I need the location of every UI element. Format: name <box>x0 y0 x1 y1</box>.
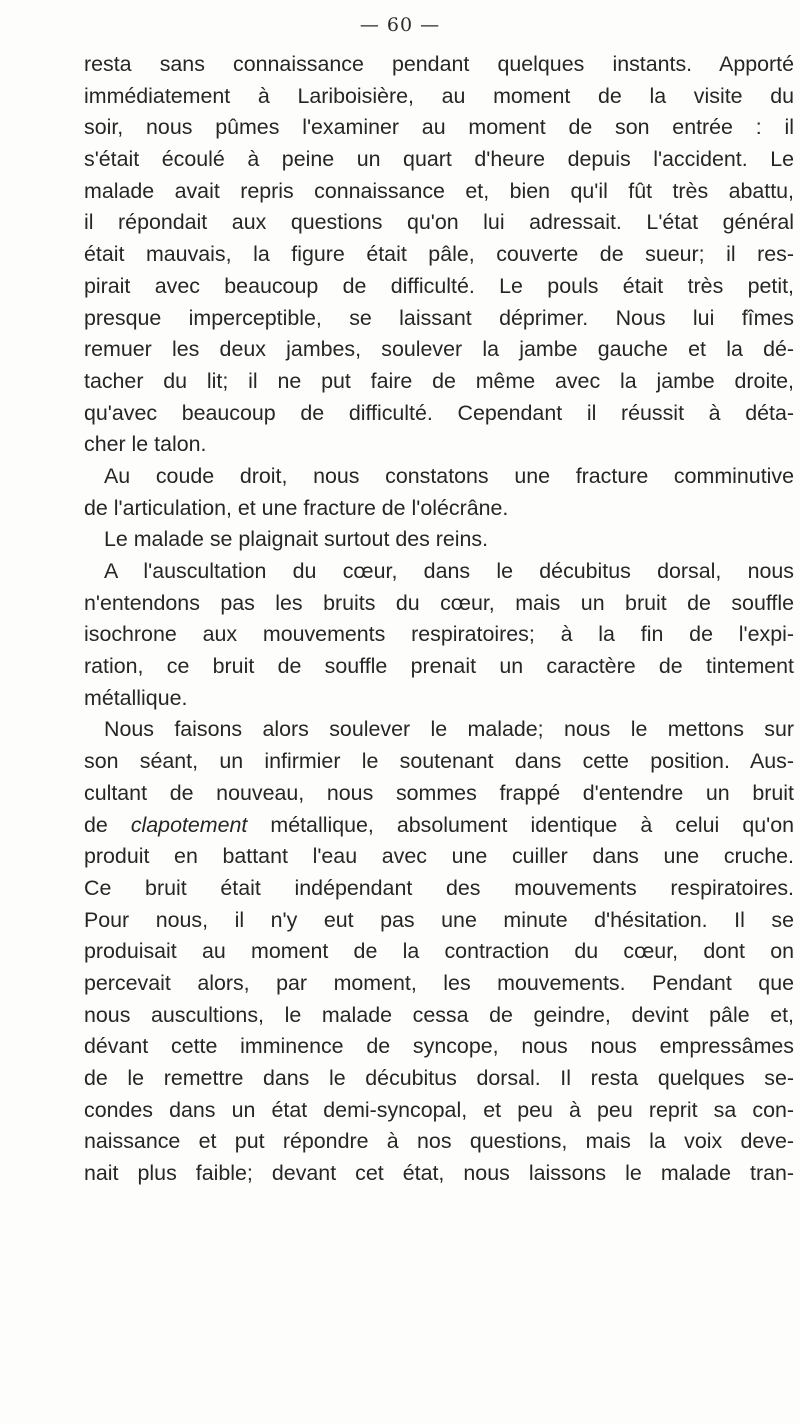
text-line: condes dans un état demi-syncopal, et peu à peu reprit sa con- <box>84 1097 794 1122</box>
text-line: Le malade se plaignait surtout des reins. <box>104 527 489 552</box>
text-line: était mauvais, la figure était pâle, couverte de sueur; il res- <box>84 242 794 267</box>
text-line: Au coude droit, nous constatons une fracture comminutive <box>104 463 794 488</box>
text-line: presque imperceptible, se laissant déprimer. Nous lui fîmes <box>84 305 794 330</box>
text-line: Nous faisons alors soulever le malade; nous le mettons sur <box>104 717 794 742</box>
text-line: cultant de nouveau, nous sommes frappé d'entendre un bruit <box>84 780 794 805</box>
page-number: — 60 — <box>359 14 441 36</box>
text-line: Pour nous, il n'y eut pas une minute d'hésitation. Il se <box>84 907 794 932</box>
body-text <box>84 49 794 1190</box>
text-line: nous auscultions, le malade cessa de geindre, devint pâle et, <box>84 1002 794 1027</box>
text-line: produisait au moment de la contraction du cœur, dont on <box>84 939 794 964</box>
text-line: malade avait repris connaissance et, bien qu'il fût très abattu, <box>84 178 794 203</box>
text-line: immédiatement à Lariboisière, au moment de la visite du <box>84 83 794 108</box>
text-line: Ce bruit était indépendant des mouvements respiratoires. <box>84 875 794 900</box>
text-line: pirait avec beaucoup de difficulté. Le pouls était très petit, <box>84 273 794 298</box>
text-line: métallique. <box>84 685 188 710</box>
text-line: de l'articulation, et une fracture de l'olécrâne. <box>84 495 509 520</box>
text-line: il répondait aux questions qu'on lui adressait. L'état général <box>84 210 794 235</box>
text-line: dévant cette imminence de syncope, nous nous empressâmes <box>84 1034 794 1059</box>
text-line: de le remettre dans le décubitus dorsal. Il resta quelques se- <box>84 1066 794 1090</box>
text-line: tacher du lit; il ne put faire de même avec la jambe droite, <box>84 368 794 393</box>
text-line: resta sans connaissance pendant quelques instants. Apporté <box>84 52 794 76</box>
text-line: de clapotement métallique, absolument identique à celui qu'on <box>84 812 794 837</box>
text-line: soir, nous pûmes l'examiner au moment de son entrée : il <box>84 115 794 140</box>
text-line: son séant, un infirmier le soutenant dans cette position. Aus- <box>84 749 794 774</box>
text-line: produit en battant l'eau avec une cuiller dans une cruche. <box>84 844 794 869</box>
text-line: s'était écoulé à peine un quart d'heure depuis l'accident. Le <box>84 147 794 172</box>
text-line: remuer les deux jambes, soulever la jambe gauche et la dé- <box>84 337 794 362</box>
text-line: A l'auscultation du cœur, dans le décubitus dorsal, nous <box>104 559 794 583</box>
text-line: nait plus faible; devant cet état, nous laissons le malade tran- <box>84 1161 794 1186</box>
text-line: cher le talon. <box>84 432 207 457</box>
text-line: naissance et put répondre à nos questions, mais la voix deve- <box>84 1129 794 1154</box>
text-line: n'entendons pas les bruits du cœur, mais un bruit de souffle <box>84 590 794 615</box>
text-line: percevait alors, par moment, les mouvements. Pendant que <box>84 970 794 995</box>
text-line: ration, ce bruit de souffle prenait un caractère de tintement <box>84 654 794 679</box>
text-line: qu'avec beaucoup de difficulté. Cependant il réussit à déta- <box>84 400 794 425</box>
text-line: isochrone aux mouvements respiratoires; à la fin de l'expi- <box>84 622 794 647</box>
